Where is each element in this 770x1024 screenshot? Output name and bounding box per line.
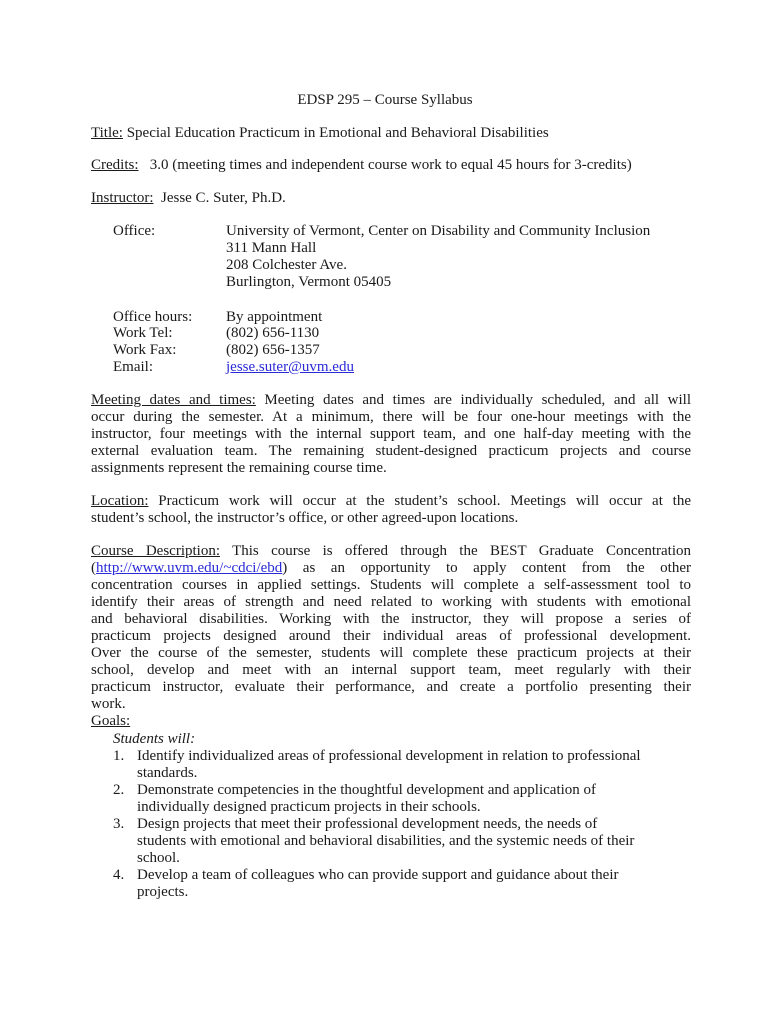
- location-paragraph: [91, 493, 691, 527]
- course-title-value: Special Education Practicum in Emotional and Behavioral Disabilities: [126, 125, 549, 141]
- location-text-2: student’s school, the instructor’s office, or other agreed-upon locations.: [91, 510, 519, 526]
- description-text-5: and behavioral disabilities. Working with the instructor, they will propose a series of: [91, 611, 691, 627]
- description-text-2: ) as an opportunity to apply content from the other: [282, 560, 691, 576]
- meeting-text-1: Meeting dates and times are individually scheduled, and all will: [255, 392, 691, 408]
- goal-text: Develop a team of colleagues who can provide support and guidance about their: [137, 867, 619, 883]
- credits-line: [91, 157, 632, 174]
- description-text-1: This course is offered through the BEST Graduate Concentration: [220, 543, 691, 559]
- concentration-link[interactable]: http://www.uvm.edu/~cdci/ebd: [96, 560, 283, 576]
- instructor-value: Jesse C. Suter, Ph.D.: [160, 190, 286, 206]
- work-tel-value: (802) 656-1130: [226, 325, 320, 341]
- office-line-1: University of Vermont, Center on Disability and Community Inclusion: [226, 223, 651, 239]
- description-text-8: school, develop and meet with an internal support team, meet regularly with their: [91, 662, 691, 678]
- meeting-text-5: assignments represent the remaining course time.: [91, 460, 387, 476]
- goal-text: school.: [137, 850, 180, 866]
- work-fax-value: (802) 656-1357: [226, 342, 320, 358]
- goal-number: 1.: [113, 748, 125, 764]
- office-hours-value: By appointment: [226, 309, 323, 325]
- description-text-4: identify their areas of strength and need related to working with students with emotional: [91, 594, 691, 610]
- description-text-9: practicum instructor, evaluate their performance, and create a portfolio presenting their: [91, 679, 691, 695]
- goals-label: Goals:: [91, 713, 131, 729]
- paren-open: (: [91, 560, 96, 576]
- meeting-label: Meeting dates and times:: [91, 392, 256, 408]
- meeting-text-2: occur during the semester. At a minimum, there will be four one-hour meetings with the: [91, 409, 691, 425]
- goal-text: Design projects that meet their professional development needs, the needs of: [137, 816, 598, 832]
- instructor-line: [91, 190, 286, 207]
- office-label: Office:: [113, 223, 156, 239]
- goal-number: 3.: [113, 816, 125, 832]
- email-link[interactable]: jesse.suter@uvm.edu: [226, 359, 354, 375]
- credits-label: Credits:: [91, 157, 139, 173]
- description-text-10: work.: [91, 696, 126, 712]
- course-title-line: [91, 125, 549, 142]
- location-label: Location:: [91, 493, 149, 509]
- description-text-7: Over the course of the semester, students will complete these practicum projects at their: [91, 645, 691, 661]
- goal-text: standards.: [137, 765, 198, 781]
- description-label: Course Description:: [91, 543, 220, 559]
- office-hours-label: Office hours:: [113, 309, 193, 325]
- meeting-paragraph: [91, 392, 691, 477]
- goal-text: projects.: [137, 884, 189, 900]
- description-paragraph: [91, 543, 691, 713]
- office-line-4: Burlington, Vermont 05405: [226, 274, 392, 290]
- credits-value: 3.0 (meeting times and independent course work to equal 45 hours for 3-credits): [149, 157, 632, 173]
- goals-intro: Students will:: [113, 731, 196, 747]
- course-title-label: Title:: [91, 125, 123, 141]
- email-label: Email:: [113, 359, 153, 375]
- description-text-6: practicum projects designed around their individual areas of professional development.: [91, 628, 691, 644]
- work-tel-label: Work Tel:: [113, 325, 173, 341]
- meeting-text-4: external evaluation team. The remaining student-designed practicum projects and course: [91, 443, 691, 459]
- goal-text: individually designed practicum projects in their schools.: [137, 799, 481, 815]
- goal-text: students with emotional and behavioral disabilities, and the systemic needs of their: [137, 833, 635, 849]
- goal-text: Identify individualized areas of professional development in relation to professional: [137, 748, 641, 764]
- meeting-text-3: instructor, four meetings with the internal support team, and one half-day meeting with the: [91, 426, 691, 442]
- location-text-1: Practicum work will occur at the student’s school. Meetings will occur at the: [148, 493, 691, 509]
- goal-number: 2.: [113, 782, 125, 798]
- description-text-3: concentration courses in applied settings. Students will complete a self-assessment tool to: [91, 577, 691, 593]
- work-fax-label: Work Fax:: [113, 342, 177, 358]
- office-line-2: 311 Mann Hall: [226, 240, 317, 256]
- document-title: EDSP 295 – Course Syllabus: [297, 92, 473, 108]
- office-line-3: 208 Colchester Ave.: [226, 257, 347, 273]
- goal-number: 4.: [113, 867, 125, 883]
- instructor-label: Instructor:: [91, 190, 154, 206]
- goal-text: Demonstrate competencies in the thoughtful development and application of: [137, 782, 597, 798]
